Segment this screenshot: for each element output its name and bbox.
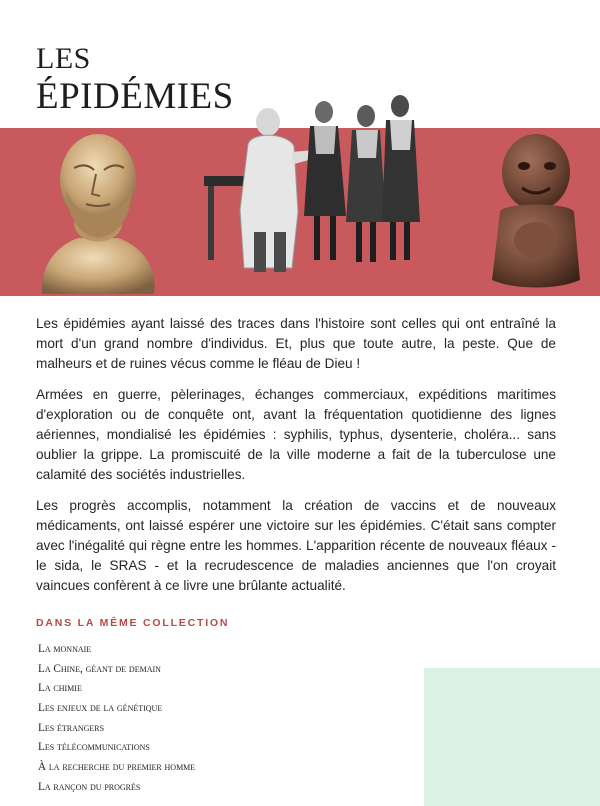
collection-item: Les étrangers [38,721,105,734]
collection-item: Les télécommunications [38,741,150,754]
collection-item: À la recherche du premier homme [38,761,196,774]
paragraph-1: Les épidémies ayant laissé des traces dans l'histoire sont celles qui ont entraîné la mort d'un grand nombre d'individus. Et, plus que toute autre, la peste. Que de malheurs et de ruines vécus comme le fléau de Dieu ! [36,316,556,371]
title-line-2: ÉPIDÉMIES [36,76,234,117]
collection-item: La Chine, géant de demain [38,662,161,675]
paragraph-2: Armées en guerre, pèlerinages, échanges commerciaux, expéditions maritimes d'exploration ou de conquête ont, avant la fréquentation quotidienne des lignes aériennes, mondialisé les épidémies : syphilis, typhus, dysenterie, choléra... sans oublier la grippe. La promiscuité de la ville moderne a fait de la tuberculose une calamité des sociétés industrielles. [36,387,556,482]
collection-heading: DANS LA MÊME COLLECTION [36,617,230,629]
paragraph-3: Les progrès accomplis, notamment la création de vaccins et de nouveaux médicaments, ont laissé espérer une victoire sur les épidémies. C'était sans compter avec l'inégalité qui règne entre les hommes. L'apparition récente de nouveaux fléaux - le sida, le SRAS - et la recrudescence de maladies anciennes que l'on croyait vaincues confèrent à ce livre une brûlante actualité. [36,498,556,593]
vaccination-scene-image [196,92,428,288]
bust-image [34,128,162,294]
back-cover-text [36,314,556,607]
collection-item: La chimie [38,682,82,695]
title-line-1: LES [36,42,91,75]
collection-item: La rançon du progrès [38,780,141,793]
clay-figure-image [488,128,584,290]
collection-item: La monnaie [38,643,92,655]
collection-item: Les enjeux de la génétique [38,702,163,715]
collection-list [38,640,195,798]
barcode-area [424,668,600,806]
